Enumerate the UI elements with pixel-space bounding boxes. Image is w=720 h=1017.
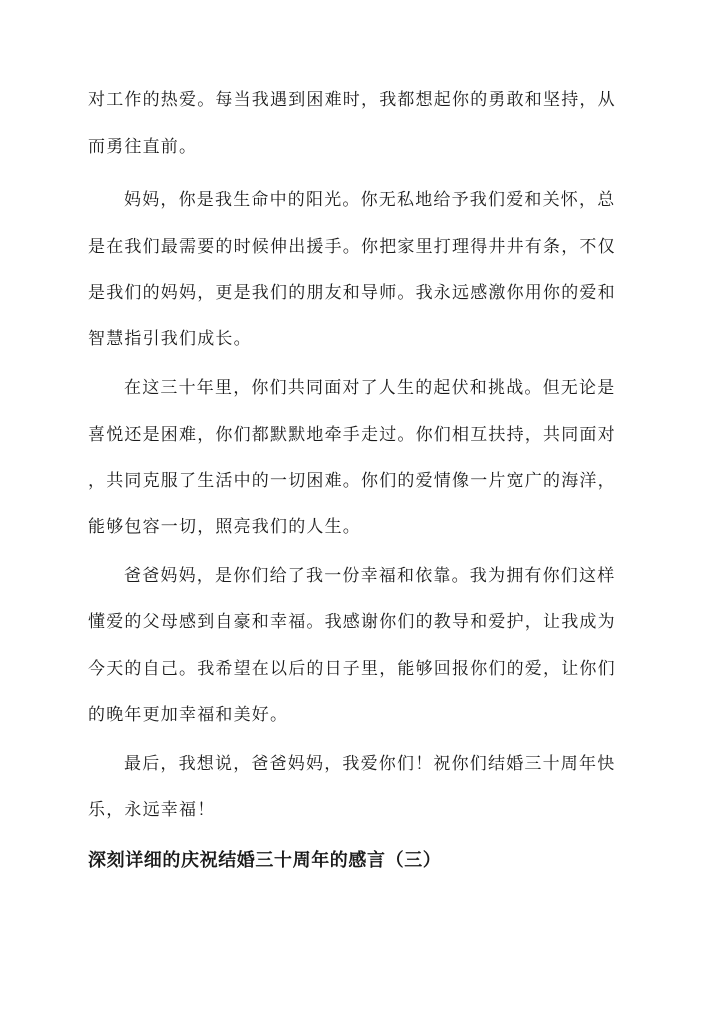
paragraph-5-line-2: 乐，永远幸福！ — [88, 800, 216, 820]
paragraph-1-line-1: 对工作的热爱。每当我遇到困难时，我都想起你的勇敢和坚持，从 — [88, 90, 616, 110]
paragraph-3-line-4: 能够包容一切，照亮我们的人生。 — [88, 517, 361, 537]
paragraph-5-line-1: 最后，我想说，爸爸妈妈，我爱你们！祝你们结婚三十周年快 — [124, 754, 616, 774]
paragraph-4-line-1: 爸爸妈妈，是你们给了我一份幸福和依靠。我为拥有你们这样 — [124, 566, 616, 586]
paragraph-2-line-3: 是我们的妈妈，更是我们的朋友和导师。我永远感激你用你的爱和 — [88, 283, 616, 303]
paragraph-3-line-2: 喜悦还是困难，你们都默默地牵手走过。你们相互扶持，共同面对 — [88, 425, 616, 445]
paragraph-4-line-2: 懂爱的父母感到自豪和幸福。我感谢你们的教导和爱护，让我成为 — [88, 612, 616, 632]
paragraph-2-line-1: 妈妈，你是我生命中的阳光。你无私地给予我们爱和关怀，总 — [124, 190, 616, 210]
paragraph-4-line-3: 今天的自己。我希望在以后的日子里，能够回报你们的爱，让你们 — [88, 659, 616, 679]
paragraph-2-line-2: 是在我们最需要的时候伸出援手。你把家里打理得井井有条，不仅 — [88, 237, 616, 257]
paragraph-4-line-4: 的晚年更加幸福和美好。 — [88, 705, 289, 725]
paragraph-3-line-1: 在这三十年里，你们共同面对了人生的起伏和挑战。但无论是 — [124, 378, 616, 398]
paragraph-2-line-4: 智慧指引我们成长。 — [88, 329, 252, 349]
paragraph-3-line-3: ，共同克服了生活中的一切困难。你们的爱情像一片宽广的海洋， — [88, 471, 616, 491]
section-heading: 深刻详细的庆祝结婚三十周年的感言（三） — [88, 850, 442, 871]
paragraph-1-line-2: 而勇往直前。 — [88, 137, 198, 157]
